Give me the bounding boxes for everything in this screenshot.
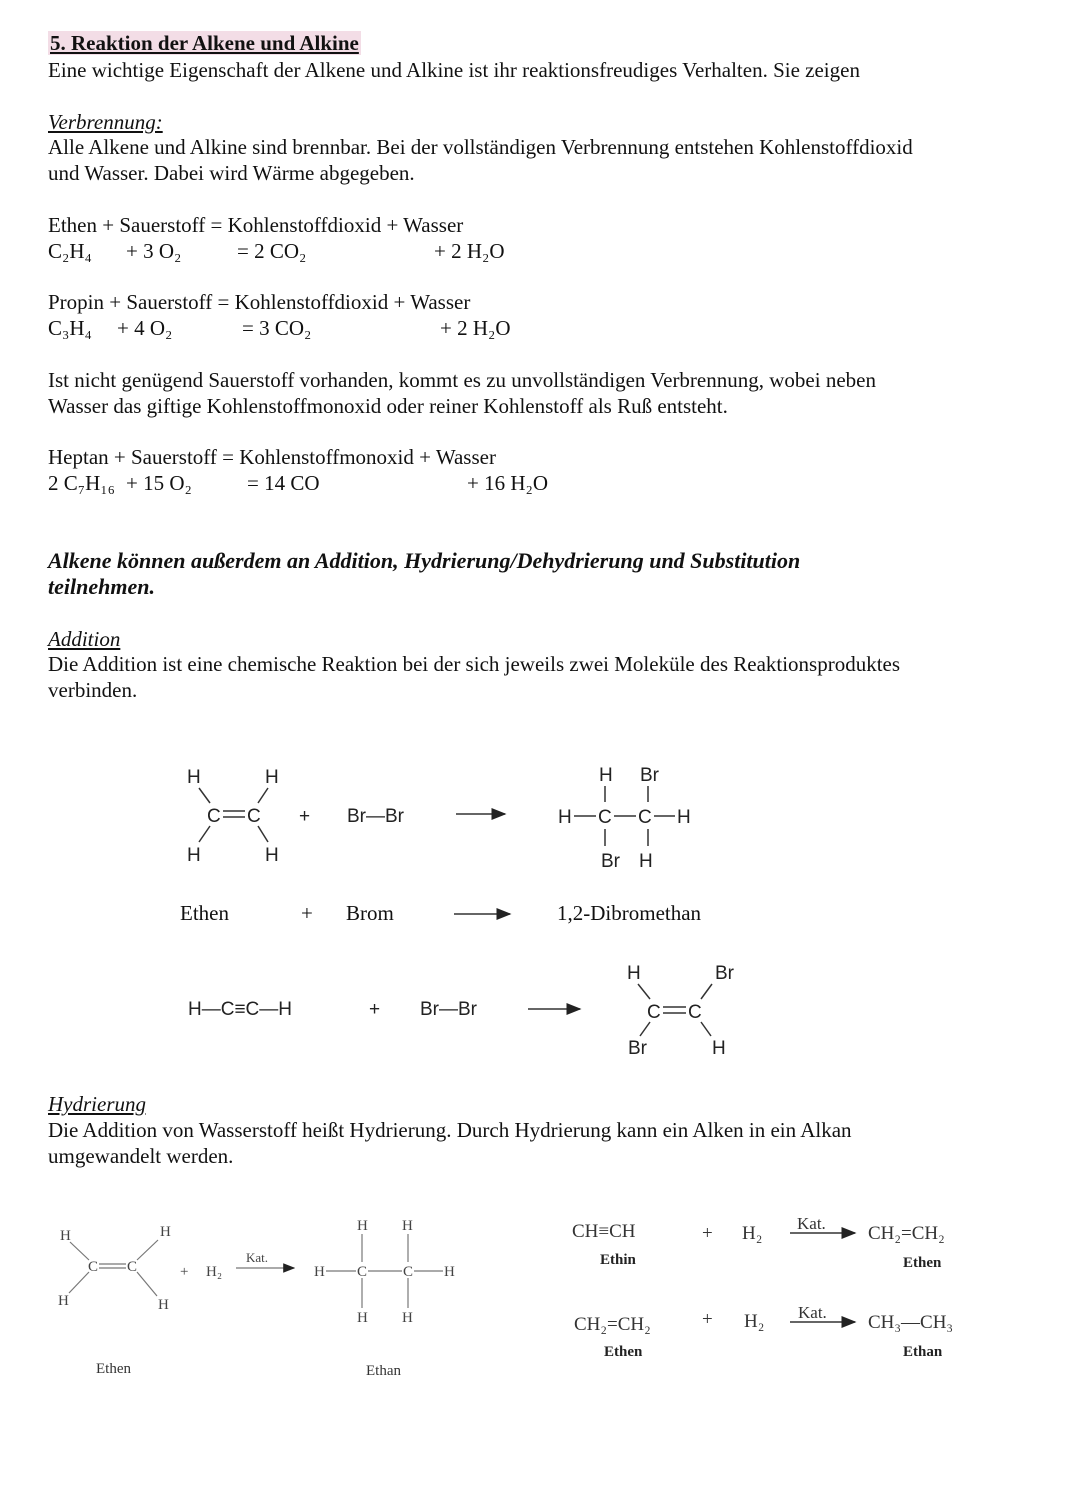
hydrierung-text-1: Die Addition von Wasserstoff heißt Hydrierung. Durch Hydrierung kann ein Alken in ein Alkan (48, 1118, 852, 1142)
catalyst-label: Kat. (246, 1250, 269, 1265)
eq1-words: Ethen + Sauerstoff = Kohlenstoffdioxid + Wasser (48, 213, 464, 237)
intro-text: Eine wichtige Eigenschaft der Alkene und Alkine ist ihr reaktionsfreudiges Verhalten. Sie zeigen (48, 58, 860, 82)
atom-h: H (558, 807, 572, 828)
atom-h: H (357, 1218, 368, 1234)
atom-br: Br (715, 963, 734, 984)
dibromoethane-structure (558, 765, 691, 872)
addition-text-1: Die Addition ist eine chemische Reaktion bei der sich jeweils zwei Moleküle des Reaktionsproduktes (48, 652, 901, 676)
plus-sign: + (299, 806, 311, 827)
dibromoethene-structure (627, 963, 735, 1059)
atom-c: C (688, 1002, 702, 1023)
label-ethen: Ethen (180, 901, 229, 925)
incomplete-text-1: Ist nicht genügend Sauerstoff vorhanden, kommt es zu unvollständigen Verbrennung, wobei neben (48, 368, 876, 392)
atom-h: H (444, 1264, 455, 1280)
label-ethan: Ethan (366, 1363, 401, 1379)
atom-h: H (402, 1218, 413, 1234)
emphasis-line-1: Alkene können außerdem an Addition, Hydrierung/Dehydrierung und Substitution (48, 548, 801, 573)
atom-h: H (599, 765, 613, 786)
combustion-text-2: und Wasser. Dabei wird Wärme abgegeben. (48, 161, 415, 185)
atom-h: H (265, 845, 279, 866)
eq3-formula-c: = 14 CO (247, 471, 320, 495)
label-ethen: Ethen (604, 1344, 643, 1360)
atom-h: H (677, 807, 691, 828)
eq2-formula-d: + 2 H₂O (440, 316, 511, 340)
atom-c: C (403, 1264, 414, 1280)
atom-h: H (187, 845, 201, 866)
plus-sign: + (702, 1309, 713, 1330)
heading-addition: Addition (48, 627, 121, 651)
hydro-ethene-structure (58, 1224, 171, 1313)
atom-c: C (647, 1002, 661, 1023)
eq2-formula-b: + 4 O₂ (117, 316, 173, 340)
atom-c: C (638, 807, 652, 828)
atom-h: H (402, 1310, 413, 1326)
eq2-formula-a: C₃H₄ (48, 316, 92, 340)
emphasis-line-2: teilnehmen. (48, 574, 155, 599)
atom-h: H (158, 1297, 169, 1313)
bromine-molecule: Br—Br (347, 806, 404, 827)
bromine-molecule: Br—Br (420, 999, 477, 1020)
atom-h: H (187, 767, 201, 788)
atom-h: H (639, 851, 653, 872)
atom-h: H (58, 1293, 69, 1309)
label-ethen: Ethen (903, 1255, 942, 1271)
atom-h: H (627, 963, 641, 984)
label-ethen: Ethen (96, 1361, 131, 1377)
atom-br: Br (640, 765, 659, 786)
ethene-structure (187, 767, 279, 866)
atom-c: C (88, 1259, 99, 1275)
ethyne-formula: CH≡CH (572, 1221, 636, 1242)
atom-h: H (314, 1264, 325, 1280)
atom-h: H (160, 1224, 171, 1240)
ethane-structure (314, 1218, 455, 1326)
hydrogen-molecule: H₂ (206, 1264, 223, 1280)
eq1-formula-a: C₂H₄ (48, 239, 92, 263)
eq1-formula-c: = 2 CO₂ (237, 239, 307, 263)
hydrierung-text-2: umgewandelt werden. (48, 1144, 234, 1168)
atom-c: C (247, 806, 261, 827)
combustion-text-1: Alle Alkene und Alkine sind brennbar. Bei der vollständigen Verbrennung entstehen Kohlenstoffdioxid (48, 135, 913, 159)
plus-sign: + (180, 1264, 189, 1280)
atom-h: H (60, 1228, 71, 1244)
atom-c: C (207, 806, 221, 827)
label-plus: + (301, 901, 313, 925)
eq3-words: Heptan + Sauerstoff = Kohlenstoffmonoxid + Wasser (48, 445, 496, 469)
catalyst-label: Kat. (797, 1214, 826, 1233)
plus-sign: + (702, 1223, 713, 1244)
hydrogen-molecule: H₂ (742, 1223, 763, 1244)
eq1-formula-b: + 3 O₂ (126, 239, 182, 263)
eq3-formula-d: + 16 H₂O (467, 471, 548, 495)
label-ethin: Ethin (600, 1252, 636, 1268)
eq1-formula-d: + 2 H₂O (434, 239, 505, 263)
page-title: 5. Reaktion der Alkene und Alkine (50, 31, 359, 55)
eq2-words: Propin + Sauerstoff = Kohlenstoffdioxid + Wasser (48, 290, 471, 314)
ethene-formula: CH₂=CH₂ (868, 1223, 945, 1244)
eq2-formula-c: = 3 CO₂ (242, 316, 312, 340)
atom-h: H (357, 1310, 368, 1326)
plus-sign: + (369, 999, 381, 1020)
hydrogen-molecule: H₂ (744, 1311, 765, 1332)
atom-h: H (265, 767, 279, 788)
ethene-formula: CH₂=CH₂ (574, 1314, 651, 1335)
atom-br: Br (601, 851, 620, 872)
label-dibromethan: 1,2-Dibromethan (557, 901, 702, 925)
label-brom: Brom (346, 901, 394, 925)
atom-h: H (712, 1038, 726, 1059)
atom-c: C (598, 807, 612, 828)
eq3-formula-b: + 15 O₂ (126, 471, 192, 495)
label-ethan: Ethan (903, 1344, 943, 1360)
addition-text-2: verbinden. (48, 678, 138, 702)
incomplete-text-2: Wasser das giftige Kohlenstoffmonoxid oder reiner Kohlenstoff als Ruß entsteht. (48, 394, 728, 418)
catalyst-label: Kat. (798, 1303, 827, 1322)
ethane-formula: CH₃—CH₃ (868, 1312, 954, 1333)
heading-verbrennung: Verbrennung: (48, 110, 163, 134)
ethyne-structure: H—C≡C—H (188, 999, 292, 1020)
atom-c: C (357, 1264, 368, 1280)
atom-c: C (127, 1259, 138, 1275)
heading-hydrierung: Hydrierung (48, 1092, 146, 1116)
eq3-formula-a: 2 C₇H₁₆ (48, 471, 115, 495)
atom-br: Br (628, 1038, 647, 1059)
